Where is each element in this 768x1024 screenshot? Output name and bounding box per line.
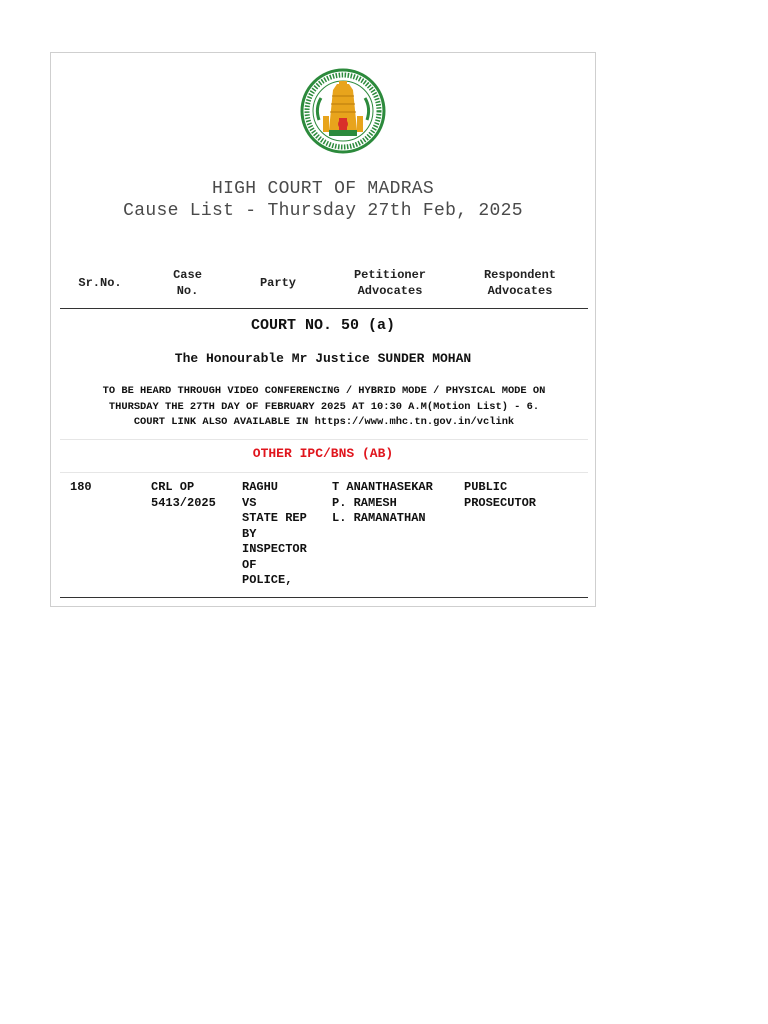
category-divider [60,472,588,473]
notice-divider [60,439,588,440]
party-line: INSPECTOR [242,542,307,556]
judge-name: The Honourable Mr Justice SUNDER MOHAN [174,351,472,366]
header-petitioner-line2: Advocates [357,284,423,298]
header-case-no-line2: No. [176,284,199,298]
hearing-notice [71,384,577,431]
party-line: VS [242,495,257,510]
party-cell [242,480,307,589]
petitioner-advocates-cell [332,480,433,527]
table-header [60,265,588,309]
cause-list-page [50,52,596,607]
sr-no-cell [70,480,92,496]
header-petitioner-line1: Petitioner [353,268,426,282]
respondent-advocates-cell [464,480,536,511]
row-divider [60,597,588,598]
notice-line: TO BE HEARD THROUGH VIDEO CONFERENCING / HYBRID MODE / PHYSICAL MODE ON [102,385,546,397]
header-petitioner-advocates [330,265,450,301]
header-respondent-line1: Respondent [483,268,556,282]
cause-list-title: Cause List - Thursday 27th Feb, 2025 [123,201,523,221]
party-line: OF [242,557,257,572]
header-case-no-line1: Case [173,268,202,282]
header-sr-no-label: Sr.No. [78,276,122,290]
header-case-no [150,265,225,301]
party-line: STATE REP [242,511,307,525]
header-party-label: Party [259,276,296,290]
respondent-advocate: PROSECUTOR [464,495,537,510]
sr-no-value: 180 [70,480,92,494]
party-line: RAGHU [242,480,279,494]
petitioner-advocate: P. RAMESH [332,495,397,510]
case-no-line: CRL OP [151,480,195,494]
party-line: BY [242,526,257,541]
header-respondent-line2: Advocates [487,284,553,298]
petitioner-advocate: L. RAMANATHAN [332,511,426,525]
case-no-cell [151,480,216,511]
petitioner-advocate: T ANANTHASEKAR [332,480,433,494]
header-sr-no [60,265,140,301]
court-number: COURT NO. 50 (a) [250,317,396,334]
party-line: POLICE, [242,573,293,587]
respondent-advocate: PUBLIC [464,480,508,494]
case-no-line: 5413/2025 [151,495,216,510]
case-category: OTHER IPC/BNS (AB) [252,446,394,461]
header-respondent-advocates [460,265,580,301]
court-name: HIGH COURT OF MADRAS [211,179,435,199]
header-divider [60,308,588,309]
notice-line: THURSDAY THE 27TH DAY OF FEBRUARY 2025 AT 10:30 A.M(Motion List) - 6. [108,400,540,413]
high-court-seal-logo [299,68,387,154]
header-party [238,265,318,301]
notice-line: COURT LINK ALSO AVAILABLE IN https://www.mhc.tn.gov.in/vclink [133,416,515,428]
